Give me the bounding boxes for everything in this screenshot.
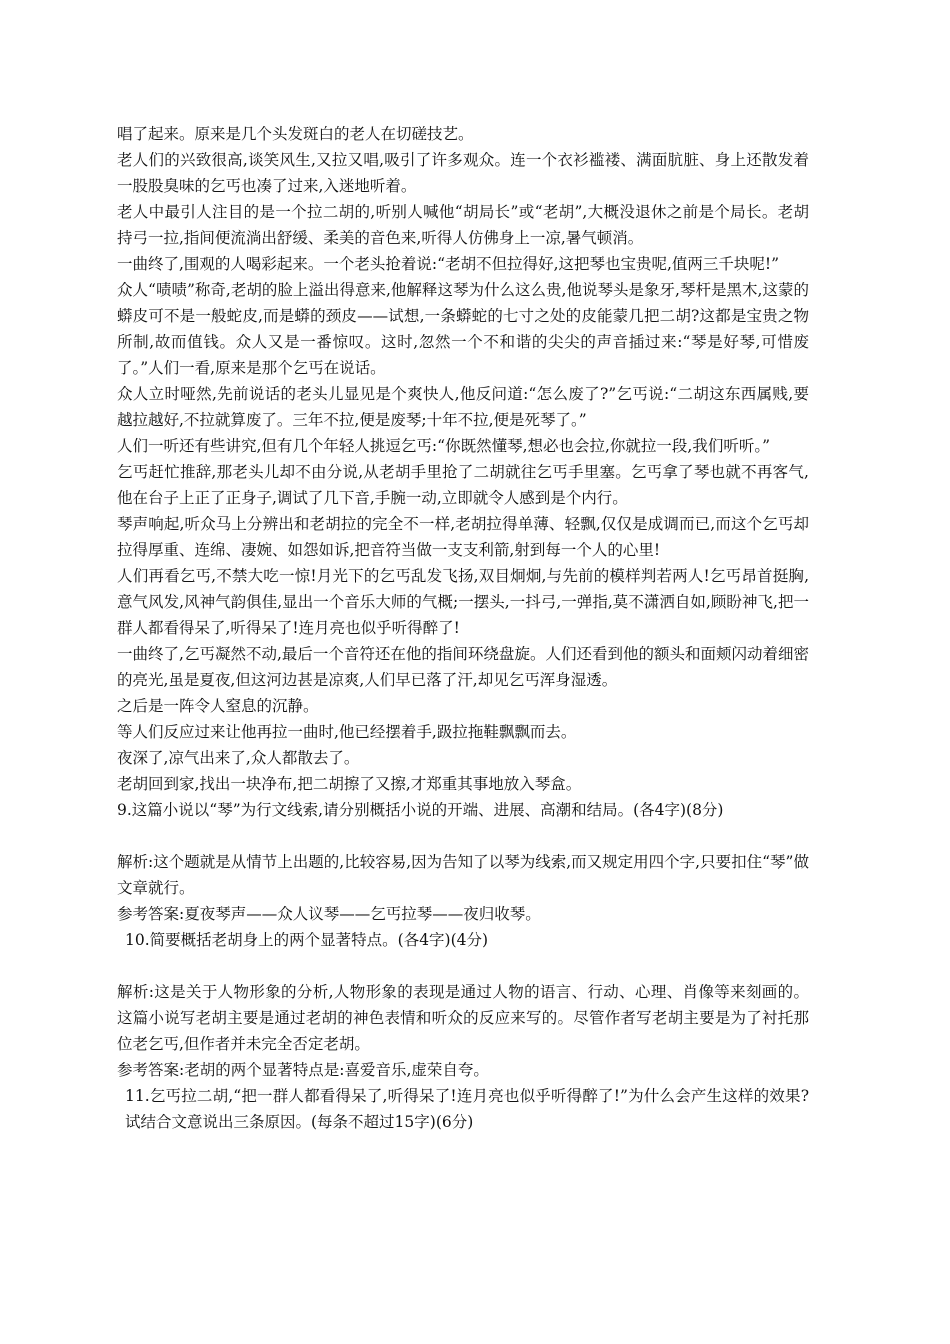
- story-paragraph: 众人立时哑然,先前说话的老头儿显见是个爽快人,他反问道:“怎么废了?”乞丐说:“二胡这东西属贱,要越拉越好,不拉就算废了。三年不拉,便是废琴;十年不拉,便是死琴了。”: [117, 385, 809, 429]
- story-paragraph: 夜深了,凉气出来了,众人都散去了。: [117, 749, 360, 767]
- story-paragraph: 老人中最引人注目的是一个拉二胡的,听别人喊他“胡局长”或“老胡”,大概没退休之前是个局长。老胡持弓一拉,指间便流淌出舒缓、柔美的音色来,听得人仿佛身上一凉,暑气顿消。: [117, 203, 809, 247]
- story-paragraph: 老胡回到家,找出一块净布,把二胡擦了又擦,才郑重其事地放入琴盒。: [117, 775, 582, 793]
- blank-line: [117, 953, 809, 979]
- story-paragraph: 一曲终了,乞丐凝然不动,最后一个音符还在他的指间环绕盘旋。人们还看到他的额头和面颊闪动着细密的亮光,虽是夏夜,但这河边甚是凉爽,人们早已落了汗,却见乞丐浑身湿透。: [117, 645, 809, 689]
- story-paragraph: 众人“啧啧”称奇,老胡的脸上溢出得意来,他解释这琴为什么这么贵,他说琴头是象牙,琴杆是黑木,这蒙的蟒皮可不是一般蛇皮,而是蟒的颈皮——试想,一条蟒蛇的七寸之处的皮能蒙几把二胡?这都是宝贵之物所制,故而值钱。众人又是一番惊叹。这时,忽然一个不和谐的尖尖的声音插过来:“琴是好琴,可惜废了。”人们一看,原来是那个乞丐在说话。: [117, 281, 809, 377]
- analysis-9: 解析:这个题就是从情节上出题的,比较容易,因为告知了以琴为线索,而又规定用四个字,只要扣住“琴”做文章就行。: [117, 853, 809, 897]
- story-paragraph: 人们再看乞丐,不禁大吃一惊!月光下的乞丐乱发飞扬,双目炯炯,与先前的模样判若两人!乞丐昂首挺胸,意气风发,风神气韵俱佳,显出一个音乐大师的气概;一摆头,一抖弓,一弹指,莫不潇洒自如,顾盼神飞,把一群人都看得呆了,听得呆了!连月亮也似乎听得醉了!: [117, 567, 809, 637]
- document-page: [117, 121, 809, 1135]
- question-9: 9.这篇小说以“琴”为行文线索,请分别概括小说的开端、进展、高潮和结局。(各4字)(8分): [117, 801, 724, 819]
- question-11: 11.乞丐拉二胡,“把一群人都看得呆了,听得呆了!连月亮也似乎听得醉了!”为什么会产生这样的效果?试结合文意说出三条原因。(每条不超过15字)(6分): [125, 1087, 809, 1131]
- blank-line: [117, 823, 809, 849]
- answer-10: 参考答案:老胡的两个显著特点是:喜爱音乐,虚荣自夸。: [117, 1061, 489, 1079]
- answer-9: 参考答案:夏夜琴声——众人议琴——乞丐拉琴——夜归收琴。: [117, 905, 541, 923]
- story-paragraph: 一曲终了,围观的人喝彩起来。一个老头抢着说:“老胡不但拉得好,这把琴也宝贵呢,值两三千块呢!”: [117, 255, 780, 273]
- story-paragraph: 之后是一阵令人窒息的沉静。: [117, 697, 319, 715]
- question-10: 10.简要概括老胡身上的两个显著特点。(各4字)(4分): [125, 931, 489, 949]
- story-paragraph: 等人们反应过来让他再拉一曲时,他已经摆着手,趿拉拖鞋飘飘而去。: [117, 723, 577, 741]
- story-paragraph: 乞丐赶忙推辞,那老头儿却不由分说,从老胡手里抢了二胡就往乞丐手里塞。乞丐拿了琴也就不再客气,他在台子上正了正身子,调试了几下音,手腕一动,立即就令人感到是个内行。: [117, 463, 809, 507]
- story-paragraph: 老人们的兴致很高,谈笑风生,又拉又唱,吸引了许多观众。连一个衣衫褴褛、满面肮脏、身上还散发着一股股臭味的乞丐也凑了过来,入迷地听着。: [117, 151, 809, 195]
- story-paragraph: 唱了起来。原来是几个头发斑白的老人在切磋技艺。: [117, 125, 474, 143]
- story-paragraph: 人们一听还有些讲究,但有几个年轻人挑逗乞丐:“你既然懂琴,想必也会拉,你就拉一段,我们听听。”: [117, 437, 771, 455]
- analysis-10: 解析:这是关于人物形象的分析,人物形象的表现是通过人物的语言、行动、心理、肖像等来刻画的。这篇小说写老胡主要是通过老胡的神色表情和听众的反应来写的。尽管作者写老胡主要是为了衬托那位老乞丐,但作者并未完全否定老胡。: [117, 983, 809, 1053]
- story-paragraph: 琴声响起,听众马上分辨出和老胡拉的完全不一样,老胡拉得单薄、轻飘,仅仅是成调而已,而这个乞丐却拉得厚重、连绵、凄婉、如怨如诉,把音符当做一支支利箭,射到每一个人的心里!: [117, 515, 809, 559]
